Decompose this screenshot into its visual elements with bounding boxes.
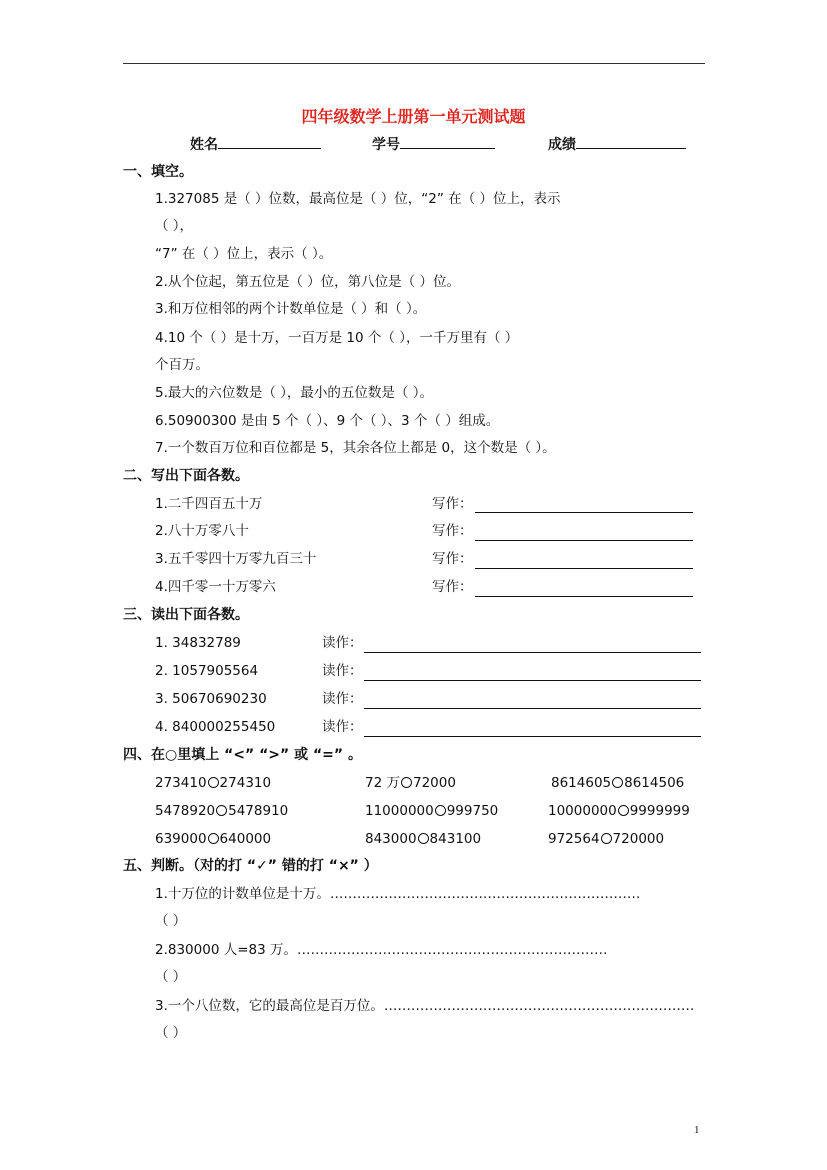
compare-item: 11000000 999750 [365,803,499,819]
read-item-3: 3. 50670690230 [155,691,267,707]
fill-line-1: 1.327085 是（ ）位数，最高位是（ ）位，“2” 在（ ）位上，表示 [155,191,561,207]
fill-line-5: 5.最大的六位数是（ ），最小的五位数是（ ）。 [155,385,433,401]
compare-item: 972564 720000 [548,831,665,847]
fill-line-3: 3.和万位相邻的两个计数单位是（ ）和（ ）。 [155,301,427,317]
compare-circle[interactable] [435,805,446,816]
write-label-3: 写作： [432,551,473,567]
number-field [372,134,495,155]
score-label: 成绩 [548,137,576,153]
read-answer-line-2[interactable] [364,680,701,681]
read-item-4: 4. 840000255450 [155,719,276,735]
score-blank[interactable] [576,134,686,149]
write-item-3: 3.五千零四十万零九百三十 [155,551,317,567]
write-answer-line-2[interactable] [475,540,693,541]
judge-answer-3[interactable]: （ ） [155,1025,187,1041]
write-label-4: 写作： [432,579,473,595]
compare-item: 8614605 8614506 [551,775,685,791]
write-label-1: 写作： [432,496,473,512]
compare-circle[interactable] [612,777,623,788]
read-label-1: 读作： [322,635,363,651]
read-answer-line-4[interactable] [364,736,701,737]
fill-line-4: 4.10 个（ ）是十万，一百万是 10 个（ ），一千万里有（ ） [155,330,519,346]
compare-circle[interactable] [418,833,429,844]
number-blank[interactable] [400,134,495,149]
compare-circle[interactable] [208,833,219,844]
read-answer-line-3[interactable] [364,708,701,709]
page-title: 四年级数学上册第一单元测试题 [301,107,526,126]
name-field [190,134,321,155]
compare-item: 639000 640000 [155,831,272,847]
name-label: 姓名 [190,137,218,153]
write-item-2: 2.八十万零八十 [155,523,249,539]
section-2-heading: 二、写出下面各数。 [123,468,249,484]
compare-circle[interactable] [601,833,612,844]
read-item-2: 2. 1057905564 [155,663,259,679]
compare-circle[interactable] [401,777,412,788]
score-field [548,134,686,155]
read-label-2: 读作： [322,663,363,679]
judge-item-1: 1.十万位的计数单位是十万。…………………………………………………………… [155,886,641,902]
section-3-heading: 三、读出下面各数。 [123,607,249,623]
compare-circle[interactable] [216,805,227,816]
section-4-heading: 四、在○里填上 “<” “>” 或 “=” 。 [123,747,362,763]
fill-line-1b: （ ）， [155,218,194,234]
compare-circle[interactable] [618,805,629,816]
write-label-2: 写作： [432,523,473,539]
fill-line-4b: 个百万。 [155,357,209,373]
name-blank[interactable] [218,134,321,149]
read-item-1: 1. 34832789 [155,635,241,651]
judge-answer-1[interactable]: （ ） [155,913,187,929]
fill-line-2: 2.从个位起，第五位是（ ）位，第八位是（ ）位。 [155,274,460,290]
fill-line-7: 7.一个数百万位和百位都是 5，其余各位上都是 0，这个数是（ ）。 [155,440,556,456]
judge-item-2: 2.830000 人=83 万。…………………………………………………………… [155,942,608,958]
section-5-heading: 五、判断。（对的打 “✓” 错的打 “×” ） [123,858,378,874]
write-item-4: 4.四千零一十万零六 [155,579,276,595]
section-1-heading: 一、填空。 [123,164,193,180]
read-label-4: 读作： [322,719,363,735]
read-answer-line-1[interactable] [364,652,701,653]
compare-item: 10000000 9999999 [548,803,690,819]
leader-dots: …………………………………………………………… [297,942,608,958]
compare-item: 273410 274310 [155,775,272,791]
compare-circle[interactable] [208,777,219,788]
fill-line-6: 6.50900300 是由 5 个（ ）、9 个（ ）、3 个（ ）组成。 [155,413,500,429]
write-answer-line-3[interactable] [475,568,693,569]
read-label-3: 读作： [322,691,363,707]
number-label: 学号 [372,137,400,153]
leader-dots: …………………………………………………………… [329,886,641,902]
compare-item: 843000 843100 [365,831,482,847]
judge-item-3: 3.一个八位数，它的最高位是百万位。…………………………………………………………… [155,998,695,1014]
compare-item: 5478920 5478910 [155,803,289,819]
judge-answer-2[interactable]: （ ） [155,969,187,985]
write-answer-line-1[interactable] [475,512,693,513]
fill-line-1c: “7” 在（ ）位上，表示（ ）。 [155,246,333,262]
top-rule [123,63,705,64]
leader-dots: …………………………………………………………… [383,998,695,1014]
compare-item: 72 万 72000 [365,775,456,791]
write-answer-line-4[interactable] [475,596,693,597]
write-item-1: 1.二千四百五十万 [155,496,263,512]
page-number: 1 [694,1124,700,1136]
